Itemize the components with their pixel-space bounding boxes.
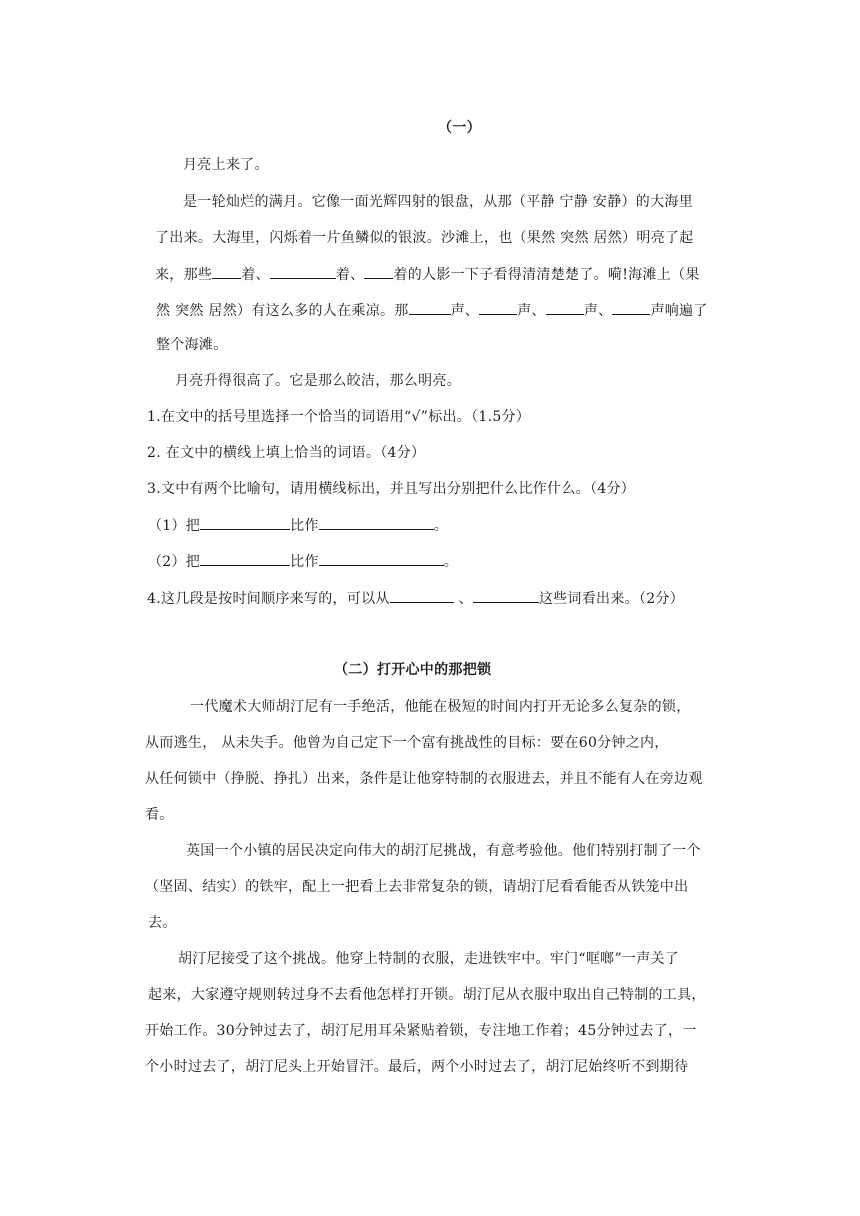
fill-blank[interactable] bbox=[409, 300, 451, 315]
question-3-part-1 bbox=[148, 515, 448, 536]
fill-blank[interactable] bbox=[364, 264, 393, 279]
text-segment: 声、 bbox=[517, 303, 546, 319]
text-segment: 。 bbox=[433, 518, 449, 534]
paragraph-line: 是一轮灿烂的满月。它像一面光辉四射的银盘，从那（平静 宁静 安静）的大海里 bbox=[183, 194, 693, 210]
paragraph-line: 一代魔术大师胡汀尼有一手绝活，他能在极短的时间内打开无论多么复杂的锁， bbox=[190, 699, 691, 715]
section-1-title: （一） bbox=[438, 120, 481, 136]
question-3-part-2 bbox=[148, 551, 458, 572]
paragraph-line: 月亮上来了。 bbox=[183, 157, 269, 173]
paragraph-line: 个小时过去了，胡汀尼头上开始冒汗。最后，两个小时过去了，胡汀尼始终听不到期待 bbox=[145, 1059, 689, 1075]
paragraph-line: 月亮升得很高了。它是那么皎洁，那么明亮。 bbox=[175, 373, 461, 389]
section-2-title: （二）打开心中的那把锁 bbox=[334, 662, 492, 678]
text-segment: （2）把 bbox=[148, 554, 201, 570]
fill-blank[interactable] bbox=[546, 300, 584, 315]
fill-blank[interactable] bbox=[200, 515, 290, 530]
fill-blank[interactable] bbox=[212, 264, 241, 279]
fill-blank[interactable] bbox=[319, 515, 434, 530]
fill-blank[interactable] bbox=[200, 551, 290, 566]
text-segment: 声、 bbox=[450, 303, 480, 319]
text-segment: 声、 bbox=[583, 303, 613, 319]
text-segment: 着、 bbox=[335, 267, 365, 283]
paragraph-line: 开始工作。30分钟过去了，胡汀尼用耳朵紧贴着锁，专注地工作着；45分钟过去了，一 bbox=[145, 1023, 697, 1039]
paragraph-line: 英国一个小镇的居民决定向伟大的胡汀尼挑战，有意考验他。他们特别打制了一个 bbox=[186, 843, 701, 859]
fill-blank[interactable] bbox=[270, 264, 336, 279]
paragraph-line: 看。 bbox=[145, 807, 174, 823]
fill-blank[interactable] bbox=[479, 300, 517, 315]
paragraph-line: 起来，大家遵守规则转过身不去看他怎样打开锁。胡汀尼从衣服中取出自己特制的工具， bbox=[148, 987, 706, 1003]
paragraph-line: （坚固、结实）的铁牢，配上一把看上去非常复杂的锁，请胡汀尼看看能否从铁笼中出 bbox=[145, 879, 689, 895]
paragraph-line: 从任何锁中（挣脱、挣扎）出来，条件是让他穿特制的衣服进去，并且不能有人在旁边观 bbox=[145, 771, 703, 787]
text-segment: 比作 bbox=[290, 554, 319, 570]
text-segment: （1）把 bbox=[148, 518, 201, 534]
question-1: 1.在文中的括号里选择一个恰当的词语用“√”标出。（1.5分） bbox=[147, 409, 531, 425]
paragraph-line-with-blanks bbox=[155, 264, 700, 285]
text-segment: 着、 bbox=[241, 267, 270, 283]
question-3: 3.文中有两个比喻句，请用横线标出，并且写出分别把什么比作什么。（4分） bbox=[147, 481, 636, 497]
paragraph-line: 从而逃生， 从未失手。他曾为自己定下一个富有挑战性的目标：要在60分钟之内， bbox=[145, 735, 669, 751]
fill-blank[interactable] bbox=[319, 551, 444, 566]
paragraph-line: 整个海滩。 bbox=[156, 337, 228, 353]
question-2: 2. 在文中的横线上填上恰当的词语。（4分） bbox=[147, 445, 426, 461]
text-segment: 来，那些 bbox=[155, 267, 213, 283]
text-segment: 4.这几段是按时间顺序来写的，可以从 bbox=[147, 591, 390, 607]
text-segment: 声响遍了 bbox=[650, 303, 708, 319]
fill-blank[interactable] bbox=[473, 588, 539, 603]
text-segment: 、 bbox=[453, 591, 473, 607]
paragraph-line-with-blanks bbox=[156, 300, 708, 321]
fill-blank[interactable] bbox=[612, 300, 650, 315]
text-segment: 然 突然 居然）有这么多的人在乘凉。那 bbox=[156, 303, 409, 319]
paragraph-line: 了出来。大海里，闪烁着一片鱼鳞似的银波。沙滩上，也（果然 突然 居然）明亮了起 bbox=[155, 230, 694, 246]
fill-blank[interactable] bbox=[390, 588, 454, 603]
text-segment: 这些词看出来。（2分） bbox=[538, 591, 685, 607]
text-segment: 着的人影一下子看得清清楚楚了。嗬!海滩上（果 bbox=[393, 267, 700, 283]
paragraph-line: 去。 bbox=[148, 915, 177, 931]
text-segment: 。 bbox=[443, 554, 459, 570]
paragraph-line: 胡汀尼接受了这个挑战。他穿上特制的衣服，走进铁牢中。牢门“哐啷”一声关了 bbox=[178, 951, 680, 967]
text-segment: 比作 bbox=[290, 518, 319, 534]
question-4 bbox=[147, 588, 684, 609]
